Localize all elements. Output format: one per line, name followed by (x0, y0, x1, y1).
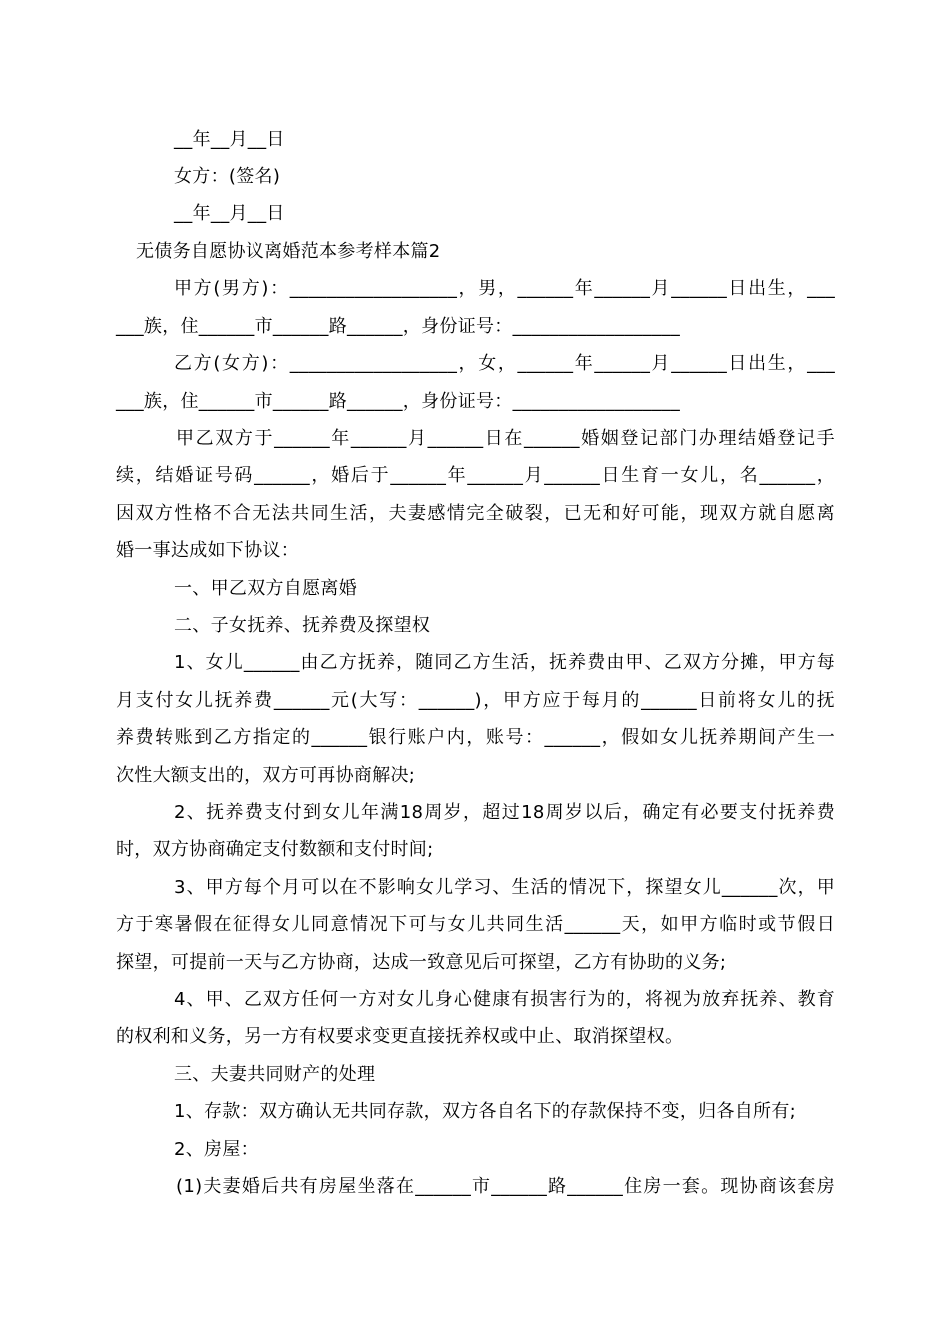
clause-2-heading: 二、子女抚养、抚养费及探望权 (174, 615, 431, 636)
intro-paragraph-line-2: 续，结婚证号码______，婚后于______年______月______日生育一女儿，名______， (116, 465, 835, 486)
clause-1-heading: 一、甲乙双方自愿离婚 (174, 578, 357, 599)
clause-2-3-line-2: 方于寒暑假在征得女儿同意情况下可与女儿共同生活______天，如甲方临时或节假日 (116, 914, 835, 935)
party-a-line-2: ___族，住______市______路______，身份证号：__________________ (116, 316, 680, 337)
date-line-1: __年__月__日 (174, 129, 285, 150)
intro-paragraph-line-1: 甲乙双方于______年______月______日在______婚姻登记部门办理结婚登记手 (176, 428, 835, 449)
party-a-line-1: 甲方(男方)：__________________，男，______年______月______日出生，___ (174, 278, 835, 299)
clause-3-1-line: 1、存款：双方确认无共同存款，双方各自名下的存款保持不变，归各自所有; (174, 1101, 797, 1122)
intro-paragraph-line-3: 因双方性格不合无法共同生活，夫妻感情完全破裂，已无和好可能，现双方就自愿离 (116, 503, 835, 524)
clause-2-4-line-2: 的权利和义务，另一方有权要求变更直接抚养权或中止、取消探望权。 (116, 1026, 684, 1047)
clause-2-3-line-1: 3、甲方每个月可以在不影响女儿学习、生活的情况下，探望女儿______次，甲 (174, 877, 835, 898)
clause-2-1-line-3: 养费转账到乙方指定的______银行账户内，账号：______，假如女儿抚养期间产生一 (116, 727, 835, 748)
clause-2-2-line-2: 时，双方协商确定支付数额和支付时间; (116, 839, 434, 860)
section-title: 无债务自愿协议离婚范本参考样本篇2 (136, 241, 441, 262)
clause-2-1-line-4: 次性大额支出的，双方可再协商解决; (116, 765, 416, 786)
clause-2-4-line-1: 4、甲、乙双方任何一方对女儿身心健康有损害行为的，将视为放弃抚养、教育 (174, 989, 835, 1010)
date-line-2: __年__月__日 (174, 203, 285, 224)
clause-2-3-line-3: 探望，可提前一天与乙方协商，达成一致意见后可探望，乙方有协助的义务; (116, 952, 727, 973)
clause-2-1-line-1: 1、女儿______由乙方抚养，随同乙方生活，抚养费由甲、乙双方分摊，甲方每 (174, 652, 835, 673)
female-signature-line: 女方：(签名) (174, 166, 281, 187)
intro-paragraph-line-4: 婚一事达成如下协议： (116, 540, 299, 561)
clause-3-2-heading: 2、房屋： (174, 1139, 259, 1160)
clause-2-2-line-1: 2、抚养费支付到女儿年满18周岁，超过18周岁以后，确定有必要支付抚养费 (174, 802, 835, 823)
party-b-line-1: 乙方(女方)：__________________，女，______年______月______日出生，___ (174, 353, 835, 374)
clause-3-2-1-line: (1)夫妻婚后共有房屋坐落在______市______路______住房一套。现协商该套房 (176, 1176, 835, 1197)
clause-2-1-line-2: 月支付女儿抚养费______元(大写：______)，甲方应于每月的______日前将女儿的抚 (116, 690, 835, 711)
party-b-line-2: ___族，住______市______路______，身份证号：__________________ (116, 391, 680, 412)
clause-3-heading: 三、夫妻共同财产的处理 (174, 1064, 376, 1085)
